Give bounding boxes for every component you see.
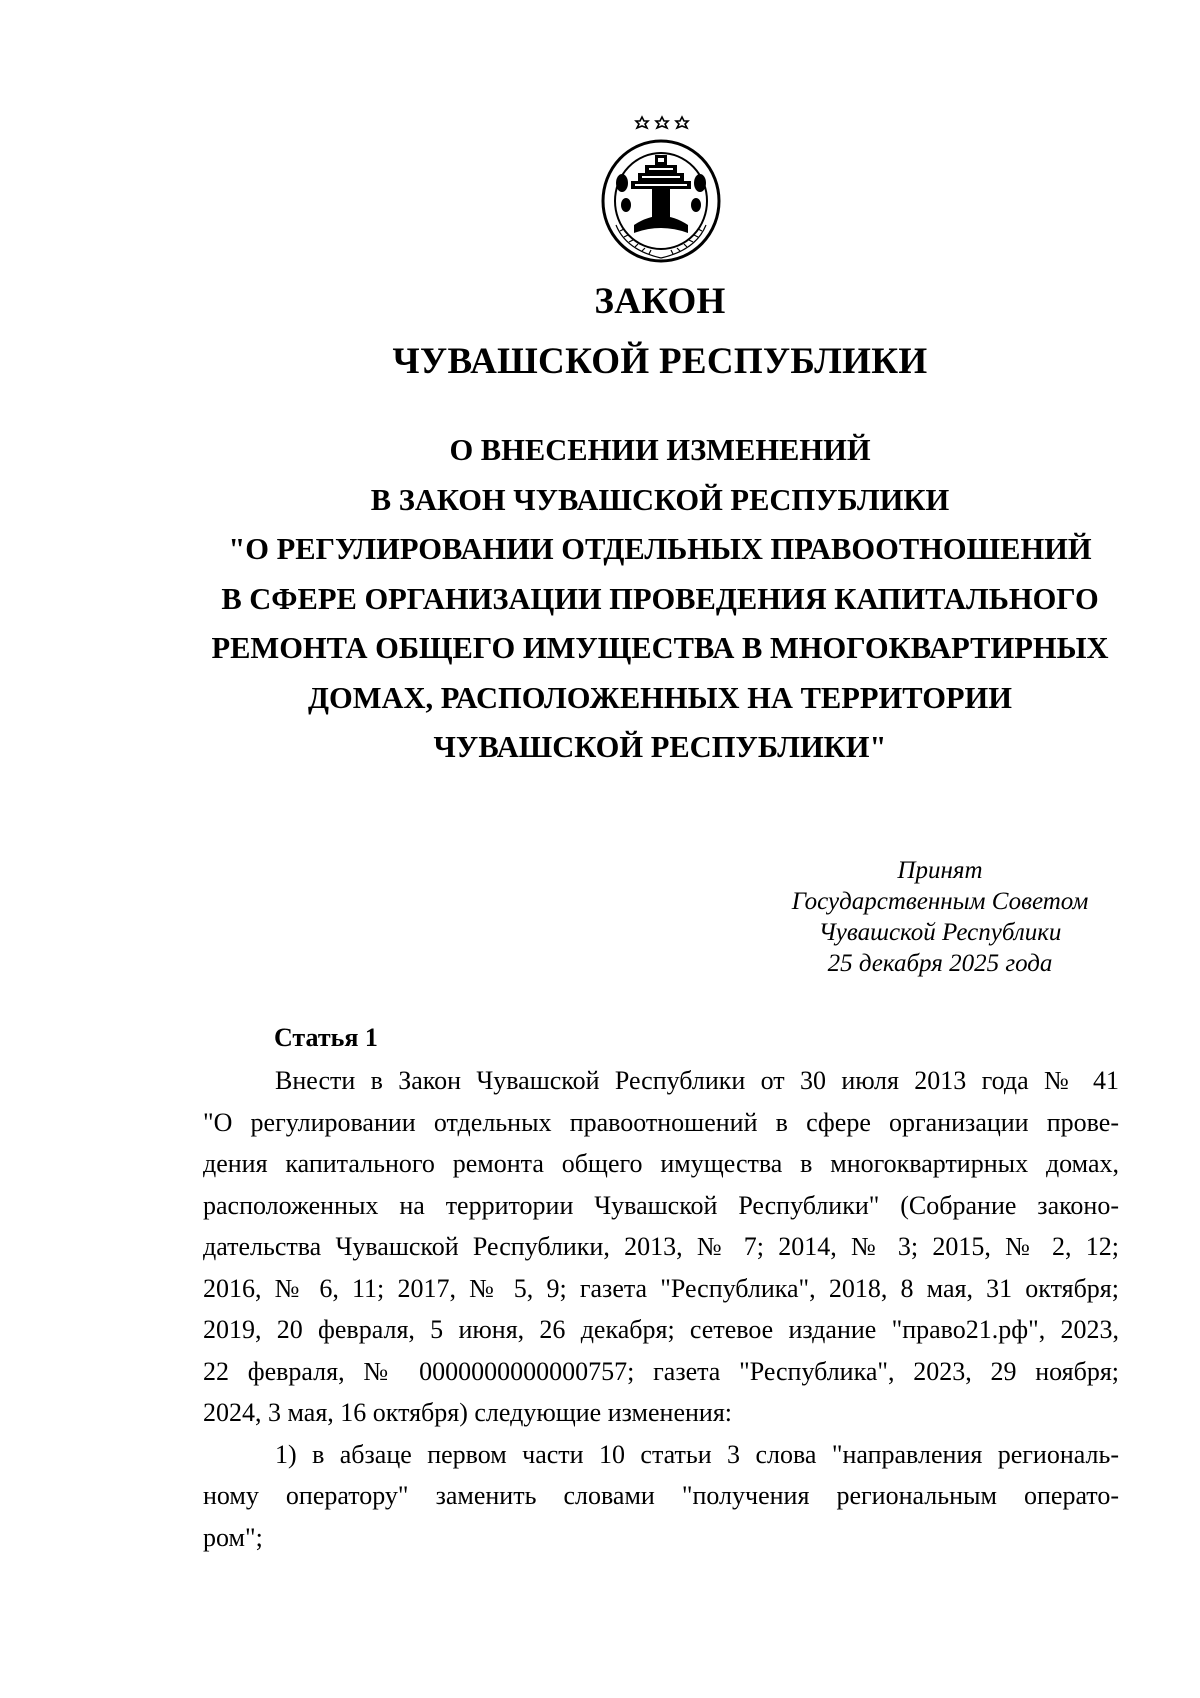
text-line: расположенных на территории Чувашской Республики" (Собрание законо-: [203, 1190, 1119, 1220]
article-title: Статья 1: [274, 1023, 378, 1052]
text-line: ному оператору" заменить словами "получения региональным операто-: [203, 1481, 1119, 1510]
adoption-date: 25 декабря 2025 года: [827, 950, 1053, 977]
title-line: В ЗАКОН ЧУВАШСКОЙ РЕСПУБЛИКИ: [370, 482, 950, 517]
text-line: 22 февраля, № 0000000000000757; газета "Республика", 2023, 29 ноября;: [203, 1356, 1119, 1386]
adoption-line: Принят: [897, 857, 983, 884]
title-line: В СФЕРЕ ОРГАНИЗАЦИИ ПРОВЕДЕНИЯ КАПИТАЛЬНОГО: [221, 581, 1099, 616]
text-line: 2019, 20 февраля, 5 июня, 26 декабря; сетевое издание "право21.рф", 2023,: [203, 1315, 1119, 1344]
article-paragraph: [203, 1434, 1119, 1559]
text-line: 1) в абзаце первом части 10 статьи 3 слова "направления региональ-: [275, 1439, 1119, 1469]
title-line: "О РЕГУЛИРОВАНИИ ОТДЕЛЬНЫХ ПРАВООТНОШЕНИЙ: [228, 532, 1092, 566]
republic-label: ЧУВАШСКОЙ РЕСПУБЛИКИ: [392, 341, 928, 382]
text-line: Внести в Закон Чувашской Республики от 30 июля 2013 года № 41: [275, 1066, 1119, 1095]
coat-of-arms-emblem: [598, 113, 724, 265]
article-body: [203, 1060, 1119, 1558]
adoption-note: [760, 855, 1120, 979]
text-line: 2024, 3 мая, 16 октября) следующие изменения:: [203, 1398, 733, 1427]
text-line: дательства Чувашской Республики, 2013, № 7; 2014, № 3; 2015, № 2, 12;: [203, 1232, 1119, 1261]
article-paragraph: [203, 1060, 1119, 1434]
title-line: РЕМОНТА ОБЩЕГО ИМУЩЕСТВА В МНОГОКВАРТИРНЫХ: [211, 631, 1109, 665]
text-line: 2016, № 6, 11; 2017, № 5, 9; газета "Республика", 2018, 8 мая, 31 октября;: [203, 1273, 1119, 1303]
law-label: ЗАКОН: [594, 281, 726, 322]
adoption-line: Государственным Советом: [791, 888, 1089, 915]
text-line: дения капитального ремонта общего имущества в многоквартирных домах,: [203, 1149, 1119, 1178]
adoption-line: Чувашской Республики: [818, 919, 1062, 946]
law-title: [150, 426, 1170, 773]
title-line: ДОМАХ, РАСПОЛОЖЕННЫХ НА ТЕРРИТОРИИ: [307, 680, 1013, 715]
text-line: ром";: [203, 1522, 263, 1552]
title-line: О ВНЕСЕНИИ ИЗМЕНЕНИЙ: [449, 433, 871, 467]
text-line: "О регулировании отдельных правоотношений в сфере организации прове-: [203, 1107, 1119, 1137]
title-line: ЧУВАШСКОЙ РЕСПУБЛИКИ": [433, 730, 887, 764]
